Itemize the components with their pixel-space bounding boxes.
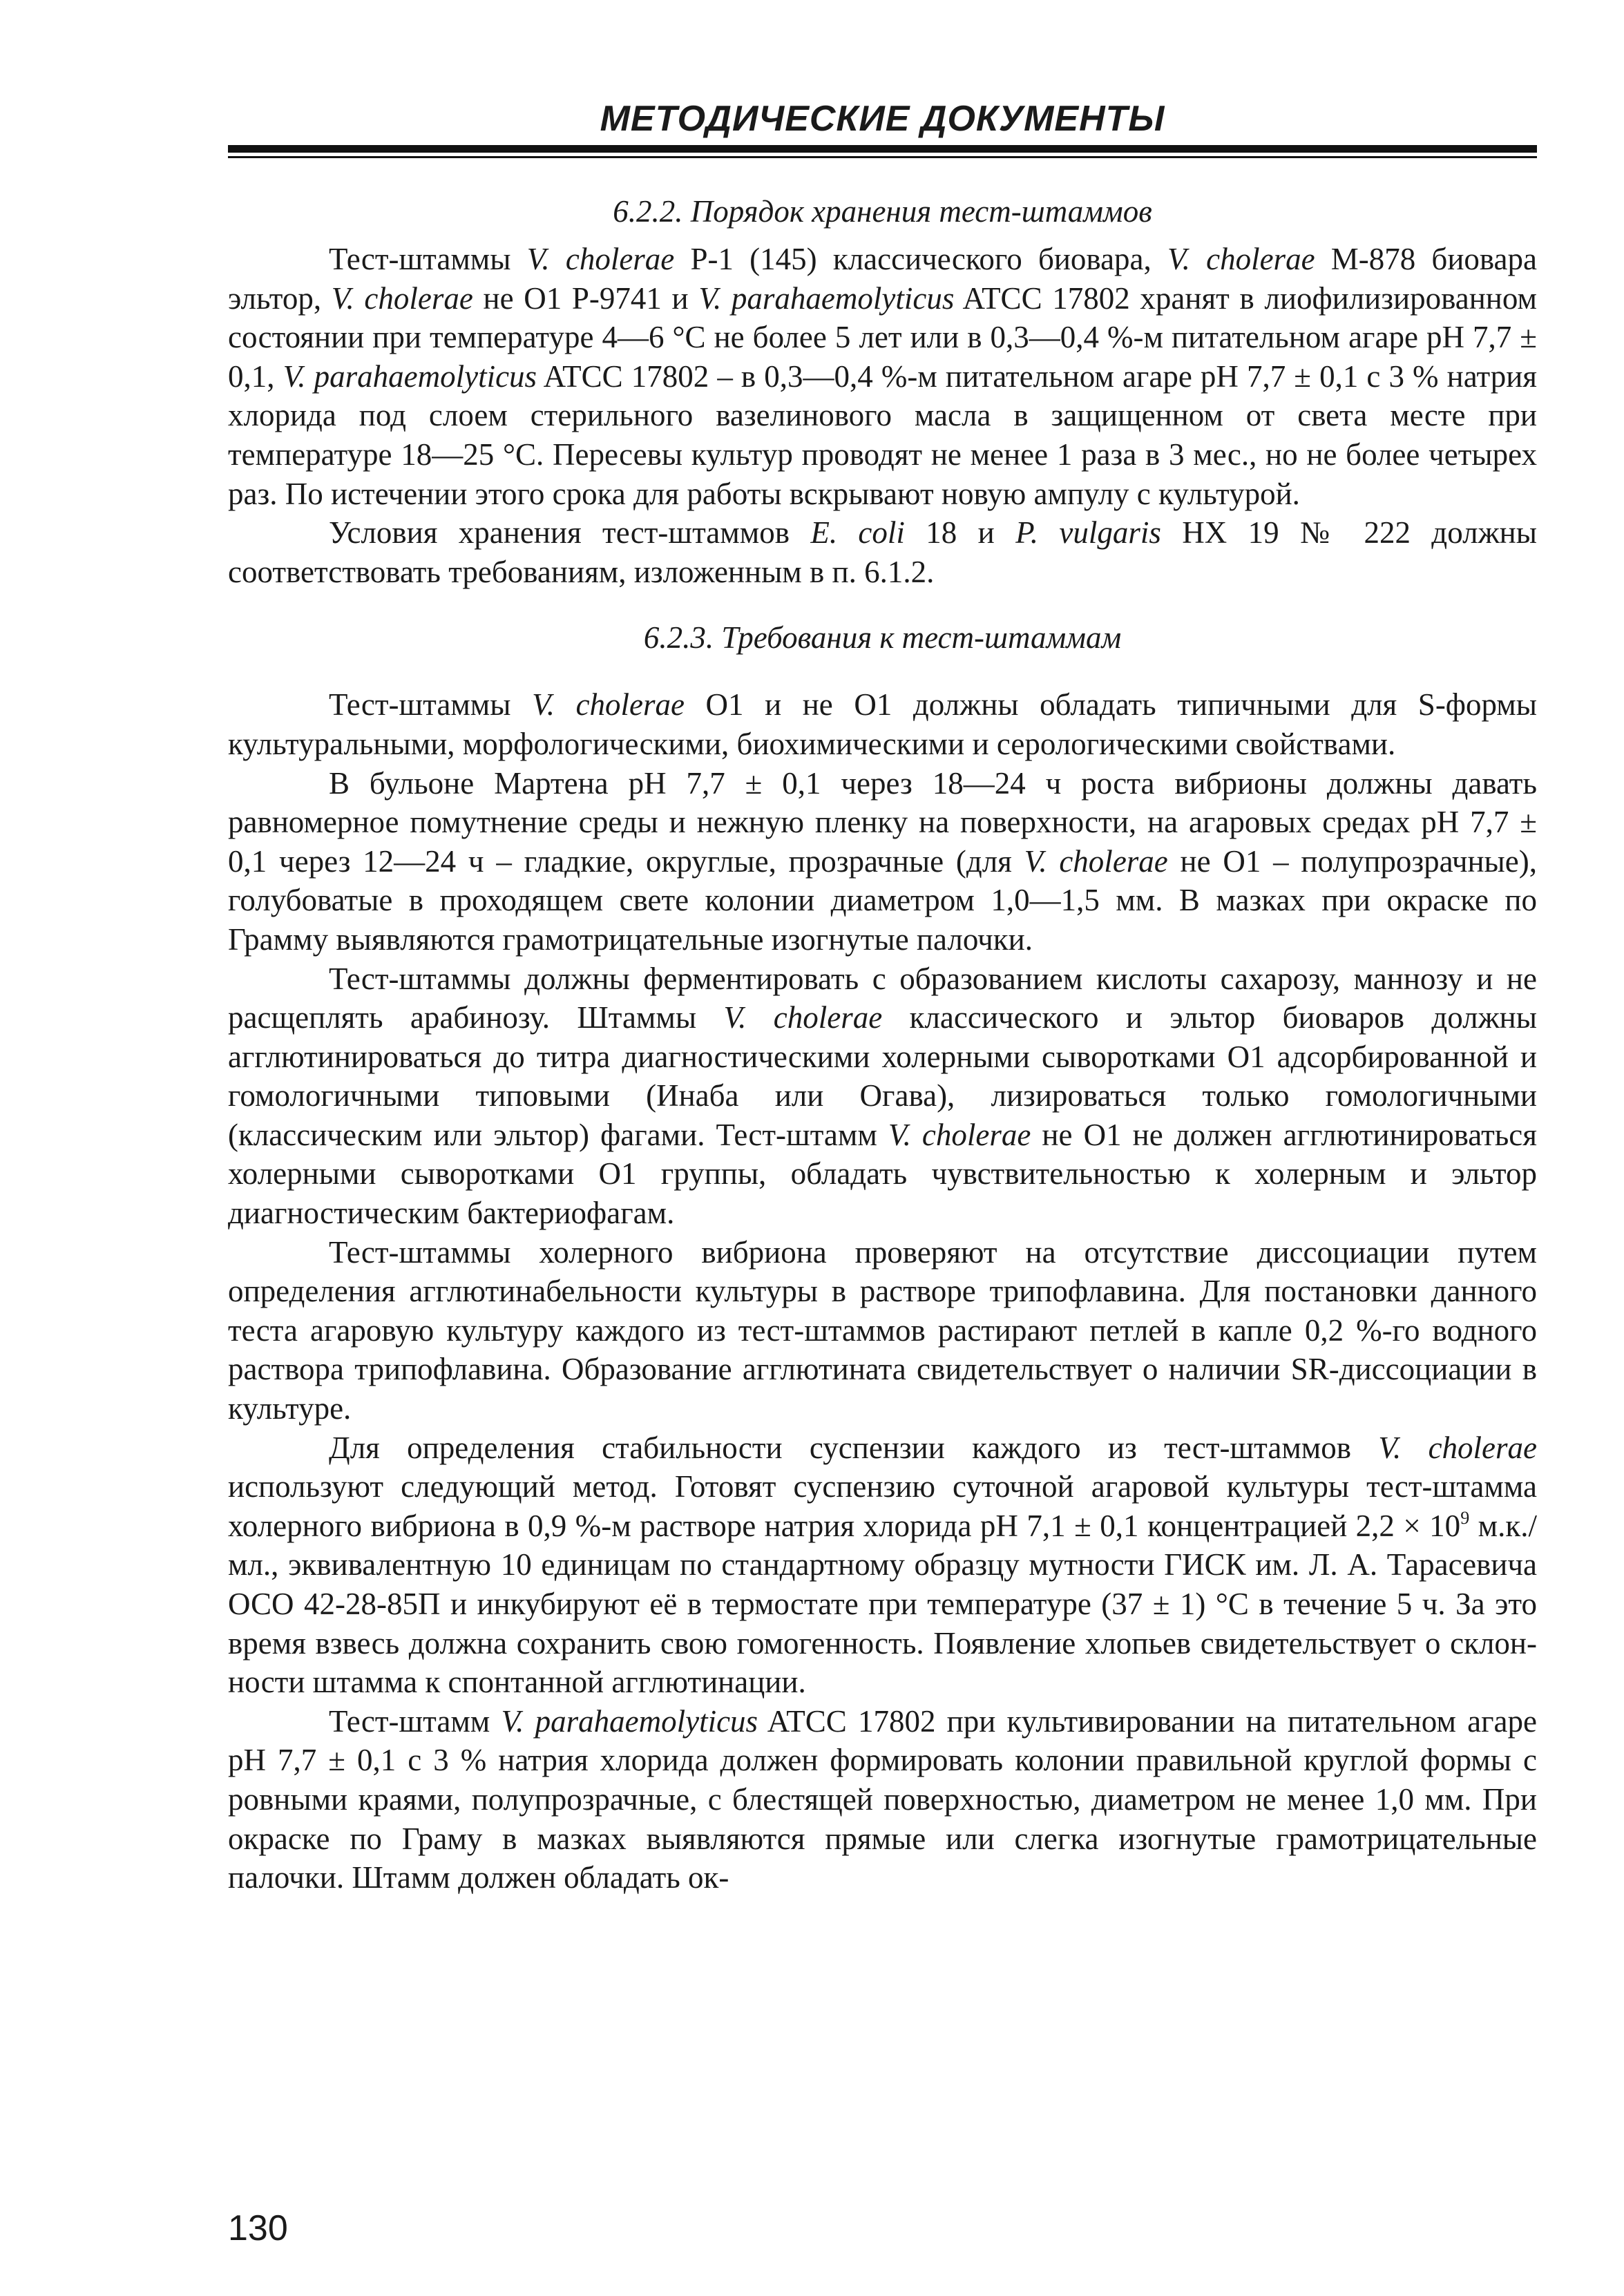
- header-rule-thin: [228, 156, 1537, 158]
- section-heading-6-2-2: 6.2.2. Порядок хранения тест-штаммов: [613, 194, 1152, 229]
- paragraph: Условия хранения тест-штаммов E. coli 18 и P. vulgaris HX 19 № 222 должны соответствовать требованиям, изложенным в п. 6.1.2.: [228, 515, 1537, 589]
- document-page: [228, 97, 1537, 1897]
- paragraph: Тест-штаммы V. cholerae P-1 (145) классического биовара, V. cholerae M-878 биовара эльтор, V. cholerae не O1 P-9741 и V. parahaemolyticus ATCC 17802 хранят в лиофилизированном состоянии при температуре 4—6 °С не более 5 лет или в 0,3—0,4 %-м питательном агаре pH 7,7 ± 0,1, V. parahaemolyticus ATCC 17802 – в 0,3—0,4 %-м питательном агаре pH 7,7 ± 0,1 с 3 % натрия хлорида под слоем стерильного вазелинового масла в защищенном от света месте при температуре 18—25 °С. Пересевы культур проводят не менее 1 раза в 3 мес., но не более четырех раз. По истечении этого срока для работы вскрывают новую ампулу с культурой.: [228, 242, 1538, 511]
- running-header-title: МЕТОДИЧЕСКИЕ ДОКУМЕНТЫ: [600, 99, 1165, 139]
- paragraph: Для определения стабильности суспензии каждого из тест-штаммов V. cholerae используют следующий метод. Готовят суспензию суточной агаровой культуры тест-штамма холерного вибриона в 0,9 %-м растворе натрия хлорида pH 7,1 ± 0,1 концентрацией $2,2 \times 10^9$ м.к./мл., эквивалентную 10 единицам по стандартному образцу мутности ГИСК им. Л. А. Тарасевича ОСО 42-28-85П и инкубируют её в термостате при температуре (37 ± 1) °С в течение 5 ч. За это время взвесь должна сохранить свою гомогенность. Появление хлопьев свидетельствует о склонности штамма к спонтанной агглютинации.: [228, 1430, 1538, 1700]
- section-heading-6-2-3: 6.2.3. Требования к тест-штаммам: [643, 620, 1122, 656]
- page-number: 130: [228, 2208, 288, 2248]
- paragraph: Тест-штамм V. parahaemolyticus ATCC 17802 при культивировании на питательном агаре pH 7,7 ± 0,1 с 3 % натрия хлорида должен формировать колонии правильной круглой формы с ровными краями, полупрозрачные, с блестящей поверхностью, диаметром не менее 1,0 мм. При окраске по Граму в мазках выявляются прямые или слегка изогнутые грамотрицательные палочки. Штамм должен обладать ок-: [228, 1703, 1537, 1895]
- paragraph: Тест-штаммы холерного вибриона проверяют на отсутствие диссоциации путем определения агглютинабельности культуры в растворе трипофлавина. Для постановки данного теста агаровую культуру каждого из тест-штаммов растирают петлей в капле 0,2 %-го водного раствора трипофлавина. Образование агглютината свидетельствует о наличии SR-диссоциации в культуре.: [228, 1234, 1537, 1426]
- paragraph: Тест-штаммы должны ферментировать с образованием кислоты сахарозу, маннозу и не расщеплять арабинозу. Штаммы V. cholerae классического и эльтор биоваров должны агглютинироваться до титра диагностическими холерными сыворотками O1 адсорбированной и гомологичными типовыми (Инаба или Огава), лизироваться только гомологичными (классическим или эльтор) фагами. Тест-штамм V. cholerae не O1 не должен агглютинироваться холерными сыворотками O1 группы, обладать чувствительностью к холерным и эльтор диагностическим бактериофагам.: [228, 961, 1537, 1231]
- header-rule: [228, 145, 1537, 153]
- paragraph: Тест-штаммы V. cholerae O1 и не O1 должны обладать типичными для S-формы культуральными, морфологическими, биохимическими и серологическими свойствами.: [228, 687, 1537, 761]
- paragraph: В бульоне Мартена pH 7,7 ± 0,1 через 18—24 ч роста вибрионы должны давать равномерное помутнение среды и нежную пленку на поверхности, на агаровых средах pH 7,7 ± 0,1 через 12—24 ч – гладкие, округлые, прозрачные (для V. cholerae не O1 – полупрозрачные), голубоватые в проходящем свете колонии диаметром 1,0—1,5 мм. В мазках при окраске по Грамму выявляются грамотрицательные изогнутые палочки.: [228, 765, 1538, 957]
